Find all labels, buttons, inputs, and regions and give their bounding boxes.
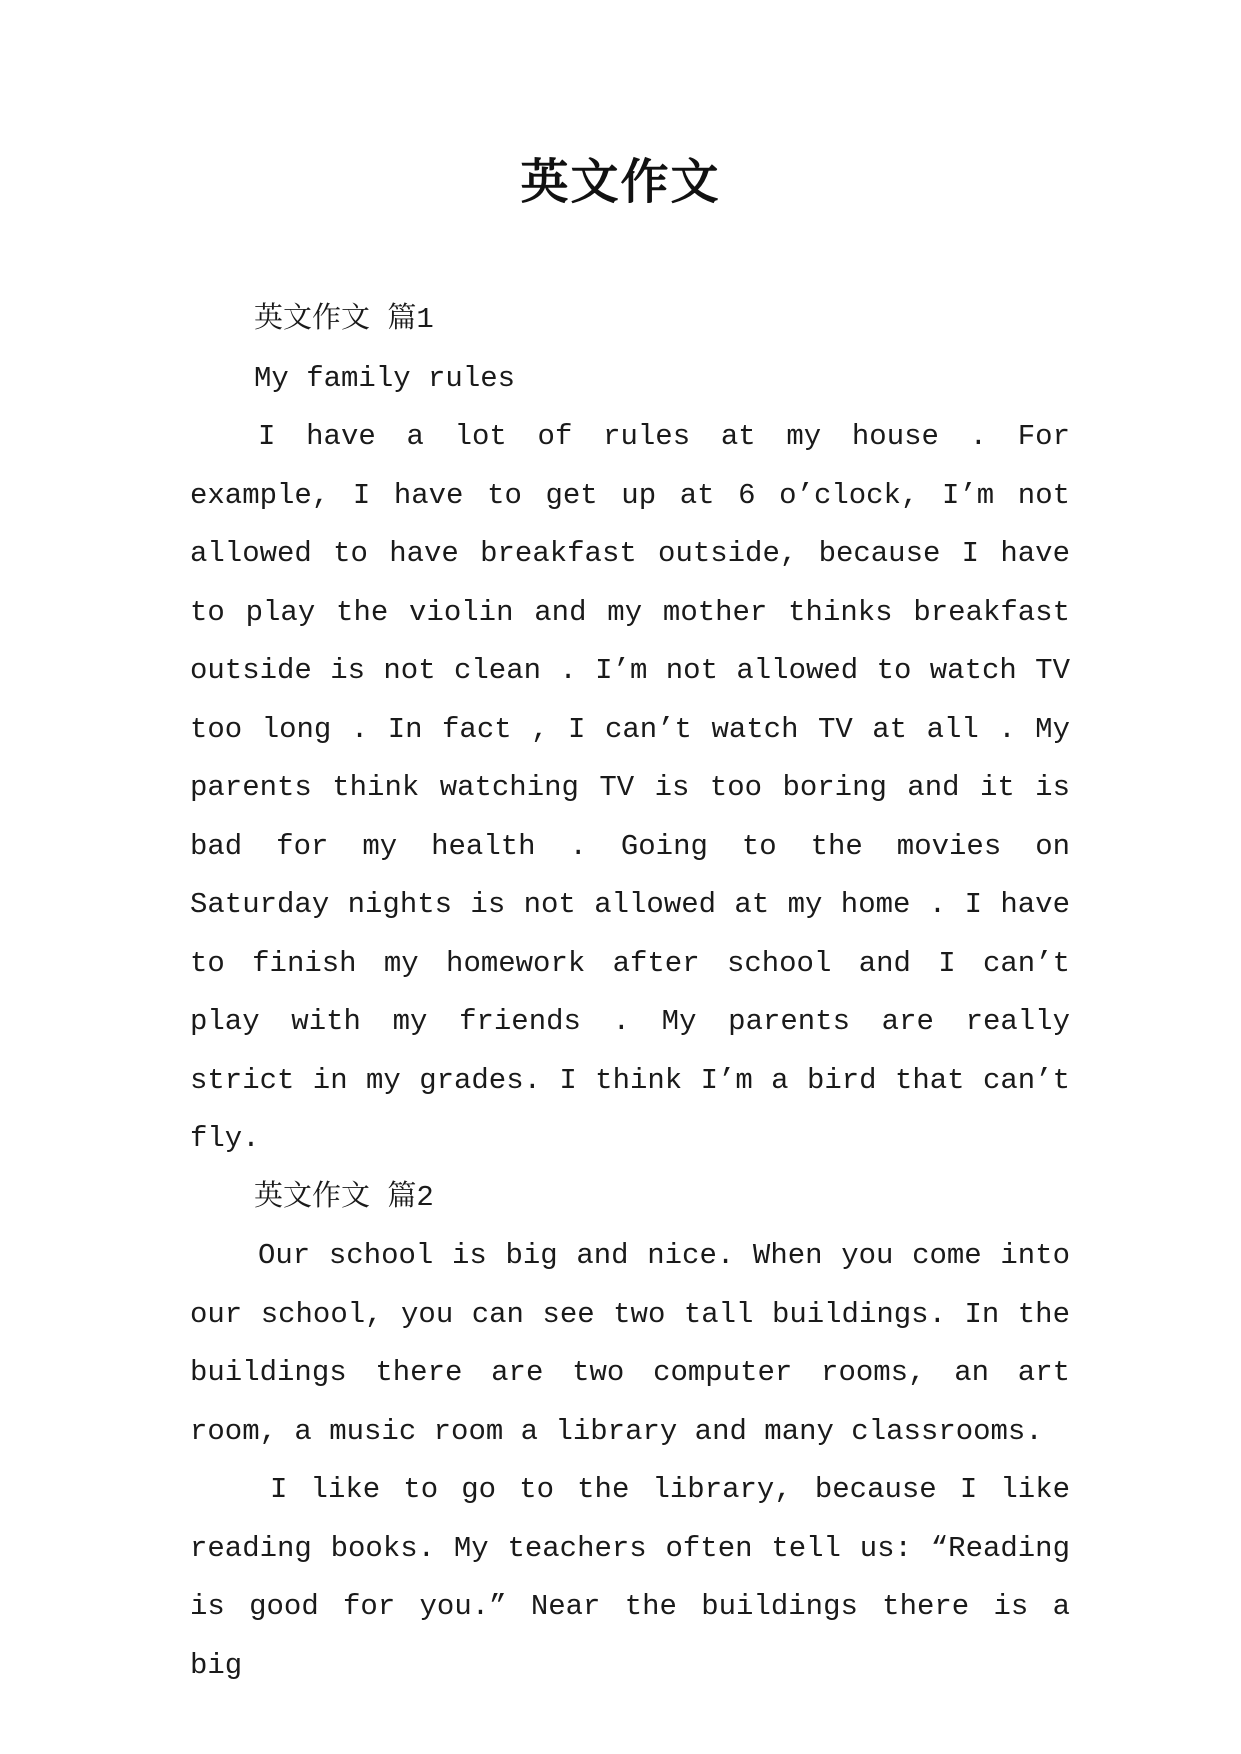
document-title: 英文作文: [520, 154, 721, 210]
section-1-subtitle: My family rules: [254, 361, 516, 395]
section-1-heading: 英文作文 篇1: [254, 303, 434, 336]
section-2-paragraph-2: I like to go to the library, because I like reading books. My teachers often tell us: “Reading is good for you.” Near the buildings there is a big: [190, 1473, 1070, 1682]
section-2-paragraph-1: Our school is big and nice. When you come into our school, you can see two tall buildings. In the buildings there are two computer rooms, an art room, a music room a library and many classrooms.: [190, 1239, 1070, 1448]
section-2-heading: 英文作文 篇2: [254, 1180, 434, 1214]
document-body: [190, 291, 1070, 1695]
section-1-paragraph-1: I have a lot of rules at my house . For example, I have to get up at 6 o’clock, I’m not allowed to have breakfast outside, because I have to play the violin and my mother thinks breakfast outside is not clean . I’m not allowed to watch TV too long . In fact , I can’t watch TV at all . My parents think watching TV is too boring and it is bad for my health . Going to the movies on Saturday nights is not allowed at my home . I have to finish my homework after school and I can’t play with my friends . My parents are really strict in my grades. I think I’m a bird that can’t fly.: [190, 420, 1070, 1155]
